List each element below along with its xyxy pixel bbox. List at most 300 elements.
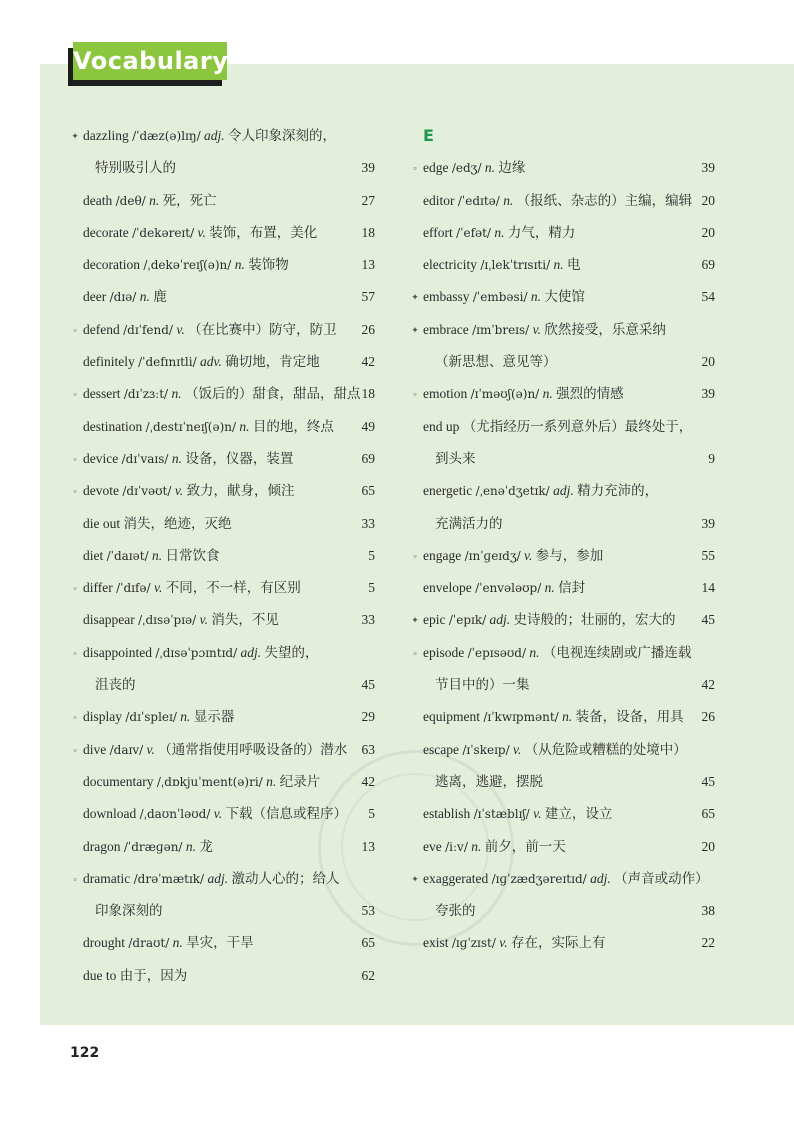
entry-text [423,152,525,184]
entry-line-continued [410,508,715,540]
headword: emotion [423,386,468,402]
page-reference: 13 [361,838,375,854]
headword: deer [83,289,107,305]
part-of-speech: v. [499,935,508,951]
entry-line [410,831,715,863]
part-of-speech: n. [139,289,150,305]
page-reference: 49 [361,418,375,434]
definition-continued: 夸张的 [435,903,476,919]
vocab-entry [70,120,375,185]
entry-line [410,927,715,959]
square-marker-icon: ▫ [73,744,77,755]
entry-line [410,540,715,572]
entry-text [423,637,691,669]
definition: 失望的， [264,644,319,660]
definition: 旱灾，干旱 [186,935,254,951]
definition: 死，死亡 [162,192,217,208]
square-marker-icon: ▫ [73,647,77,658]
page-reference: 65 [701,806,715,822]
headword: envelope [423,580,472,596]
vocab-entry [70,411,375,443]
vocab-entry [70,831,375,863]
definition-continued: 充满活力的 [435,515,503,531]
vocab-entry [70,540,375,572]
entry-line-continued [410,346,715,378]
entry-text [83,863,340,895]
phonetic: /ˌdekəˈreɪʃ(ə)n/ [143,258,232,273]
phonetic: /dɪˈspleɪ/ [125,710,177,725]
definition-continued: 逃离，逃避，摆脱 [435,773,543,789]
star-marker-icon: ✦ [71,131,79,141]
entry-line [70,701,375,733]
phonetic: /ɪˈməʊʃ(ə)n/ [470,387,540,402]
vocab-entry [70,346,375,378]
vocab-entry [70,766,375,798]
entry-line [70,120,375,152]
definition: 电 [567,257,581,273]
entry-line [70,798,375,830]
phonetic: /ɪɡˈzædʒəreɪtɪd/ [491,871,587,886]
definition: 强烈的情感 [556,386,624,402]
definition: 装备，设备，用具 [575,709,684,725]
headword: edge [423,160,449,176]
vocab-entry [410,314,715,379]
part-of-speech: n. [266,773,277,789]
definition: 消失，不见 [211,612,279,628]
definition: 鹿 [153,289,167,305]
definition: 前夕，前一天 [484,838,566,854]
entry-text [83,475,295,507]
part-of-speech: v. [153,580,163,596]
headword: escape [423,741,459,757]
phonetic: /ˈefət/ [456,225,491,240]
page-reference: 26 [701,709,715,725]
part-of-speech: n. [151,547,163,563]
headword: dragon [83,838,121,854]
headword: dive [83,741,107,757]
entry-text [423,734,687,766]
page-reference: 39 [701,515,715,531]
entry-text [423,281,585,313]
headword: equipment [423,709,480,725]
entry-line [70,443,375,475]
part-of-speech: v. [533,806,542,822]
entry-line [70,540,375,572]
entry-text [423,249,581,281]
vocab-entry [70,443,375,475]
page-reference: 14 [701,580,715,596]
entry-text [423,863,709,895]
entry-text [83,572,301,604]
part-of-speech: n. [503,192,514,208]
part-of-speech: v. [176,321,185,337]
entry-text [83,540,219,572]
entry-text [423,701,684,733]
part-of-speech: n. [471,838,482,854]
page-reference: 42 [361,354,375,370]
headword: disappointed [83,644,152,660]
headword: drought [83,935,125,951]
part-of-speech: n. [180,709,191,725]
entry-text [83,766,320,798]
phonetic: /daɪv/ [109,742,144,757]
definition: （饭后的）甜食，甜品，甜点 [184,386,361,402]
part-of-speech: adj. [590,870,611,886]
page-reference: 20 [701,838,715,854]
definition: （声音或动作） [614,870,709,886]
definition: 欣然接受，乐意采纳 [544,321,666,337]
entry-text [83,120,336,152]
phonetic: /ˈdæz(ə)lɪŋ/ [132,129,201,143]
entry-text [83,443,293,475]
phonetic: /ɪmˈbreɪs/ [472,322,530,337]
part-of-speech: v. [524,547,533,563]
part-of-speech: adj. [489,612,511,628]
headword: destination [83,418,143,434]
headword: display [83,709,122,725]
headword: disappear [83,612,135,628]
entry-line [410,314,715,346]
vocab-entry [410,378,715,410]
entry-text [423,540,603,572]
square-marker-icon: ▫ [73,453,77,464]
part-of-speech: n. [171,450,182,466]
entry-line [70,508,375,540]
entry-text [423,831,566,863]
entry-text [423,798,612,830]
entry-line [410,572,715,604]
vocab-entry [70,798,375,830]
entry-line [70,960,375,992]
phonetic: /dɪˈfend/ [123,322,173,337]
part-of-speech: v. [199,612,208,628]
definition: （尤指经历一系列意外后）最终处于， [462,418,693,434]
definition: （报纸、杂志的）主编，编辑 [516,192,693,208]
phonetic: /draʊt/ [128,936,170,951]
entry-line [410,411,715,443]
phonetic: /ˌdɒkjuˈment(ə)ri/ [156,774,263,789]
entry-text [423,185,692,217]
entry-text [423,572,585,604]
part-of-speech: adj. [553,483,574,499]
page-reference: 55 [701,547,715,563]
vocab-entry [70,637,375,702]
definition: 大使馆 [544,289,585,305]
part-of-speech: n. [239,418,250,434]
entry-text [423,314,666,346]
entry-line [70,766,375,798]
star-marker-icon: ✦ [411,873,419,884]
page-reference: 18 [361,386,375,402]
entry-line [70,411,375,443]
definition: 由于，因为 [119,967,188,983]
part-of-speech: v. [146,741,155,757]
entry-text [423,378,624,410]
phonetic: /ˌdɪsəˈpɔɪntɪd/ [155,645,238,660]
entry-line [410,281,715,313]
entry-text [423,217,575,249]
page-reference: 45 [701,612,715,628]
vocab-entry [70,249,375,281]
definition: 信封 [558,580,586,596]
page-reference: 45 [701,773,715,789]
phonetic: /dɪˈvaɪs/ [121,451,169,466]
entry-text [83,927,254,959]
vocab-entry [410,831,715,863]
headword: exaggerated [423,870,489,886]
vocab-entry [410,701,715,733]
definition: 龙 [199,838,213,854]
headword: death [83,192,113,208]
page-reference: 5 [368,806,375,822]
entry-line-continued [410,766,715,798]
entry-line [410,378,715,410]
part-of-speech: adj. [207,870,229,886]
phonetic: /ˈdræɡən/ [123,839,183,854]
definition: 装饰物 [248,257,289,273]
entry-line [410,798,715,830]
entry-line [70,863,375,895]
page-reference: 42 [701,677,715,693]
right-column [410,120,715,960]
headword: decorate [83,224,129,240]
entry-line [410,249,715,281]
page-reference: 9 [708,450,715,466]
vocab-entry [410,152,715,184]
star-marker-icon: ✦ [411,615,419,626]
page-reference: 13 [361,257,375,273]
page-reference: 5 [368,580,375,596]
entry-line-continued [410,895,715,927]
part-of-speech: n. [529,644,540,660]
entry-text [83,637,319,669]
entry-text [83,831,213,863]
vocab-entry [70,927,375,959]
definition: 力气，精力 [507,224,576,240]
entry-line [70,927,375,959]
page-reference: 62 [361,967,375,983]
headword: dazzling [83,128,129,143]
phonetic: /dɪə/ [109,290,137,305]
page-reference: 26 [361,321,375,337]
page-reference: 63 [361,741,375,757]
entry-line [70,217,375,249]
star-marker-icon: ✦ [411,292,419,303]
page-title: Vocabulary [73,42,227,80]
entry-line [410,152,715,184]
entry-text [423,411,692,443]
definition: （在比赛中）防守，防卫 [188,321,337,337]
entry-text [83,314,337,346]
headword: decoration [83,257,140,273]
headword: energetic [423,483,473,499]
definition-continued: 节目中的）一集 [435,677,530,693]
page-reference: 69 [361,450,375,466]
definition: 不同，不一样，有区别 [165,580,301,596]
square-marker-icon: ▫ [73,873,77,884]
entry-line [70,831,375,863]
part-of-speech: adj. [204,128,225,143]
definition-continued: 印象深刻的 [95,903,163,919]
phonetic: /ˈenvələʊp/ [475,581,542,596]
vocab-entry [70,378,375,410]
left-column [70,120,375,992]
vocab-entry [410,249,715,281]
vocab-entry [410,475,715,540]
page-reference: 39 [361,160,375,176]
entry-line [70,249,375,281]
entry-line [70,604,375,636]
page-reference: 33 [361,515,375,531]
section-letter: E [423,126,434,145]
page-reference: 39 [701,160,715,176]
entry-line [70,314,375,346]
page-reference: 39 [701,386,715,402]
vocab-entry [70,475,375,507]
headword: differ [83,580,113,596]
page-reference: 20 [701,354,715,370]
phonetic: /ˈepɪsəʊd/ [467,645,527,660]
square-marker-icon: ▫ [413,550,417,561]
entry-text [83,701,234,733]
vocab-entry [70,701,375,733]
entry-text [83,508,232,540]
entry-text [83,411,334,443]
entry-text [83,960,187,992]
phonetic: /ɪnˈɡeɪdʒ/ [464,548,521,563]
part-of-speech: v. [532,321,541,337]
page-reference: 65 [361,935,375,951]
entry-text [423,475,658,507]
entry-line [70,734,375,766]
page-reference: 20 [701,224,715,240]
headword: diet [83,547,104,563]
entry-line-continued [410,669,715,701]
vocab-entry [410,411,715,476]
headword: definitely [83,354,135,370]
definition-continued: 特别吸引人的 [95,160,176,176]
page-reference: 20 [701,192,715,208]
page-reference: 69 [701,257,715,273]
star-marker-icon: ✦ [411,324,419,335]
headword: download [83,806,137,822]
entry-text [423,604,676,636]
entry-line [70,185,375,217]
vocab-entry [70,863,375,928]
page-reference: 45 [361,677,375,693]
entry-text [83,734,347,766]
entry-line [70,378,375,410]
square-marker-icon: ▫ [73,389,77,400]
part-of-speech: n. [172,935,183,951]
phonetic: /deθ/ [115,193,146,208]
entry-line-continued [70,895,375,927]
entry-line [70,475,375,507]
part-of-speech: n. [494,224,505,240]
headword: episode [423,644,465,660]
part-of-speech: n. [185,838,196,854]
entry-text [83,249,289,281]
headword: editor [423,192,455,208]
page-reference: 54 [701,289,715,305]
definition: 消失，绝迹，灭绝 [123,515,232,531]
headword: die out [83,515,121,531]
definition: 纪录片 [279,773,321,789]
phonetic: /ˌenəˈdʒetɪk/ [475,484,550,499]
part-of-speech: n. [149,192,160,208]
part-of-speech: v. [213,806,223,822]
part-of-speech: n. [171,386,182,402]
headword: documentary [83,773,154,789]
vocab-entry [70,281,375,313]
part-of-speech: n. [234,257,245,273]
page-reference: 38 [701,903,715,919]
entry-line-continued [70,669,375,701]
definition: 日常饮食 [165,547,220,563]
headword: engage [423,547,462,563]
part-of-speech: v. [197,224,206,240]
phonetic: /ɪˈkwɪpmənt/ [483,710,559,725]
headword: dessert [83,386,121,402]
square-marker-icon: ▫ [73,486,77,497]
vocab-entry [70,604,375,636]
vocab-entry [70,572,375,604]
entry-line [70,572,375,604]
entry-line [410,637,715,669]
phonetic: /ɪˈskeɪp/ [462,742,510,757]
vocab-entry [410,927,715,959]
phonetic: /ɪɡˈzɪst/ [451,936,496,951]
definition: 目的地，终点 [252,418,334,434]
definition: 参与，参加 [535,547,604,563]
phonetic: /ˈdefɪnɪtli/ [138,355,197,370]
vocab-entry [70,314,375,346]
entry-line [410,863,715,895]
headword: embrace [423,321,469,337]
phonetic: /ˌdaʊnˈləʊd/ [139,807,211,822]
headword: eve [423,838,442,854]
part-of-speech: v. [174,483,184,499]
page-reference: 57 [361,289,375,305]
vocab-entry [410,281,715,313]
part-of-speech: n. [542,386,553,402]
headword: effort [423,224,453,240]
page-reference: 22 [701,935,715,951]
entry-text [83,346,320,378]
phonetic: /edʒ/ [451,161,482,176]
definition: 史诗般的；壮丽的，宏大的 [513,612,676,628]
definition: 显示器 [193,709,235,725]
page-number: 122 [70,1045,100,1061]
vocab-entry [410,734,715,799]
definition: （从危险或糟糕的处境中） [524,741,687,757]
entry-line [410,217,715,249]
square-marker-icon: ▫ [73,324,77,335]
part-of-speech: adj. [240,644,262,660]
entry-line [70,346,375,378]
phonetic: /ˌdɪsəˈpɪə/ [138,613,197,628]
entry-line [410,734,715,766]
vocab-entry [410,217,715,249]
vocab-entry [410,185,715,217]
definition: 致力，献身，倾注 [186,483,295,499]
entry-text [83,217,317,249]
page-reference: 27 [361,192,375,208]
headword: embassy [423,289,470,305]
phonetic: /ɪˌlekˈtrɪsɪti/ [480,258,551,273]
entry-text [83,281,167,313]
entry-line [70,281,375,313]
